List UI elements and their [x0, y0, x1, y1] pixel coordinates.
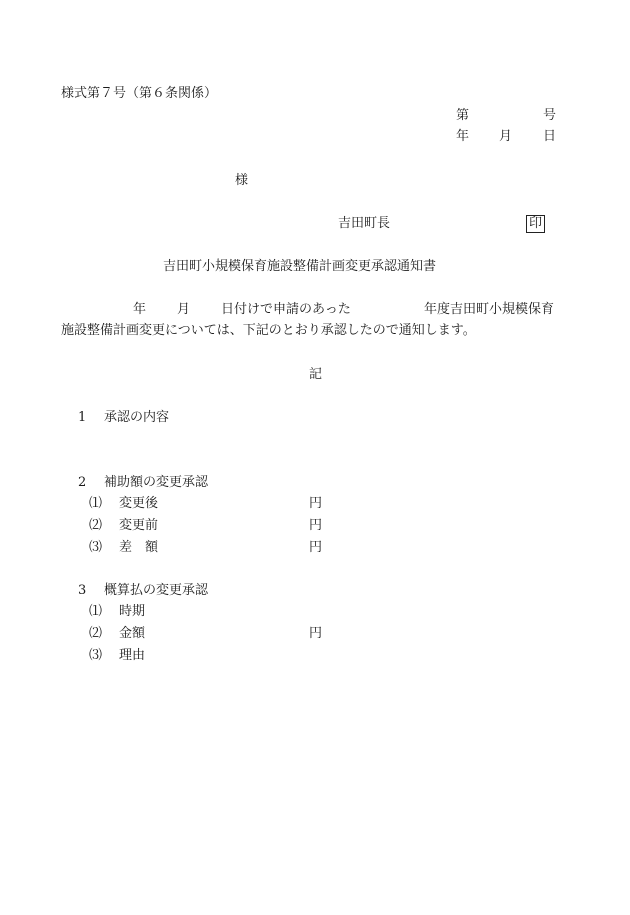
- section-2-item-3-number: ⑶: [89, 540, 103, 555]
- form-label: 様式第７号（第６条関係）: [61, 86, 218, 101]
- section-2-item-3-unit: 円: [309, 540, 323, 555]
- section-1-number: 1: [78, 410, 87, 425]
- section-2-item-1-label: 変更後: [119, 496, 159, 511]
- section-1-title: 承認の内容: [104, 410, 170, 425]
- section-3-item-3-number: ⑶: [89, 648, 103, 663]
- section-3-item-2-label: 金額: [119, 626, 146, 641]
- body-line-2: 施設整備計画変更については、下記のとおり承認したので通知します。: [61, 323, 476, 338]
- issue-date-month: 月: [499, 129, 513, 144]
- issuer-name: 吉田町長: [338, 216, 391, 231]
- section-3-item-3-label: 理由: [119, 648, 146, 663]
- seal-text: 印: [526, 215, 545, 233]
- section-3-item-2-unit: 円: [309, 626, 323, 641]
- body-fiscal-year: 年度吉田町小規模保育: [424, 302, 555, 317]
- document-title: 吉田町小規模保育施設整備計画変更承認通知書: [163, 259, 437, 274]
- section-2-item-3-label: 差 額: [119, 540, 159, 555]
- section-2-item-2-number: ⑵: [89, 518, 103, 533]
- section-3-title: 概算払の変更承認: [104, 583, 209, 598]
- ki-heading: 記: [309, 367, 323, 382]
- section-2-item-2-unit: 円: [309, 518, 323, 533]
- seal-mark: [526, 215, 545, 233]
- addressee-suffix: 様: [235, 173, 249, 188]
- section-2-item-1-number: ⑴: [89, 496, 103, 511]
- section-3-item-1-label: 時期: [119, 604, 146, 619]
- section-3-item-1-number: ⑴: [89, 604, 103, 619]
- section-2-number: 2: [78, 475, 87, 490]
- doc-number-prefix: 第: [456, 108, 470, 123]
- section-3-item-2-number: ⑵: [89, 626, 103, 641]
- doc-number-suffix: 号: [543, 108, 557, 123]
- body-month: 月: [177, 302, 191, 317]
- issue-date-day: 日: [543, 129, 557, 144]
- section-2-item-1-unit: 円: [309, 496, 323, 511]
- issue-date-year: 年: [456, 129, 470, 144]
- body-application-date: 日付けで申請のあった: [221, 302, 351, 317]
- section-3-number: 3: [78, 583, 87, 598]
- section-2-title: 補助額の変更承認: [104, 475, 209, 490]
- body-year: 年: [133, 302, 147, 317]
- section-2-item-2-label: 変更前: [119, 518, 159, 533]
